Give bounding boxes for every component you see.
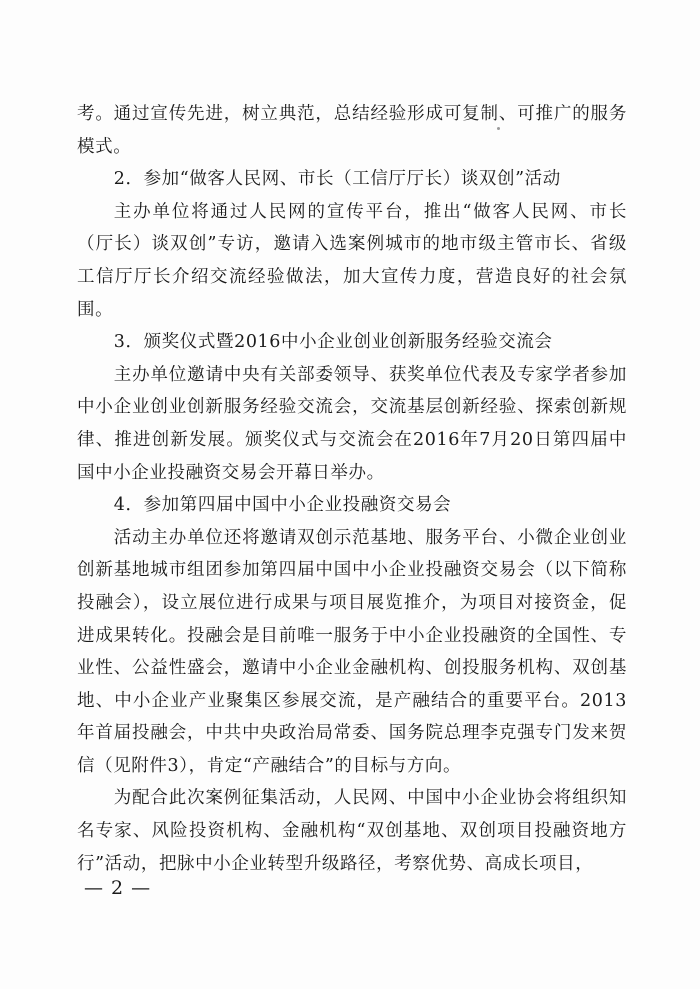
section-heading-3: 3．颁奖仪式暨2016中小企业创业创新服务经验交流会: [113, 332, 553, 353]
paragraph-closing: 为配合此次案例征集活动，人民网、中国中小企业协会将组织知名专家、风险投资机构、金融机构“双创基地、双创项目投融资地方行”活动，把脉中小企业转型升级路径，考察优势、高成长项目，: [77, 788, 627, 874]
document-body: [77, 98, 627, 880]
paragraph-continuation: 考。通过宣传先进，树立典范，总结经验形成可复制、可推广的服务模式。: [77, 104, 627, 157]
paragraph-section-3: 主办单位邀请中央有关部委领导、获奖单位代表及专家学者参加中小企业创业创新服务经验交流会，交流基层创新经验、探索创新规律、推进创新发展。颁奖仪式与交流会在2016年7月20日第四届中国中小企业投融资交易会开幕日举办。: [77, 364, 627, 483]
section-heading-4: 4．参加第四届中国中小企业投融资交易会: [113, 495, 452, 516]
paragraph-section-4: 活动主办单位还将邀请双创示范基地、服务平台、小微企业创业创新基地城市组团参加第四届中国中小企业投融资交易会（以下简称投融会），设立展位进行成果与项目展览推介，为项目对接资金，促进成果转化。投融会是目前唯一服务于中小企业投融资的全国性、专业性、公益性盛会，邀请中小企业金融机构、创投服务机构、双创基地、中小企业产业聚集区参展交流，是产融结合的重要平台。2013年首届投融会，中共中央政治局常委、国务院总理李克强专门发来贺信（见附件3），肯定“产融结合”的目标与方向。: [77, 527, 627, 776]
section-heading-2: 2．参加“做客人民网、市长（工信厅厅长）谈双创”活动: [113, 169, 561, 190]
scan-speck: [497, 127, 500, 130]
page-number: — 2 —: [84, 877, 152, 899]
paragraph-section-2: 主办单位将通过人民网的宣传平台，推出“做客人民网、市长（厅长）谈双创”专访，邀请入选案例城市的地市级主管市长、省级工信厅厅长介绍交流经验做法，加大宣传力度，营造良好的社会氛围。: [77, 201, 627, 320]
